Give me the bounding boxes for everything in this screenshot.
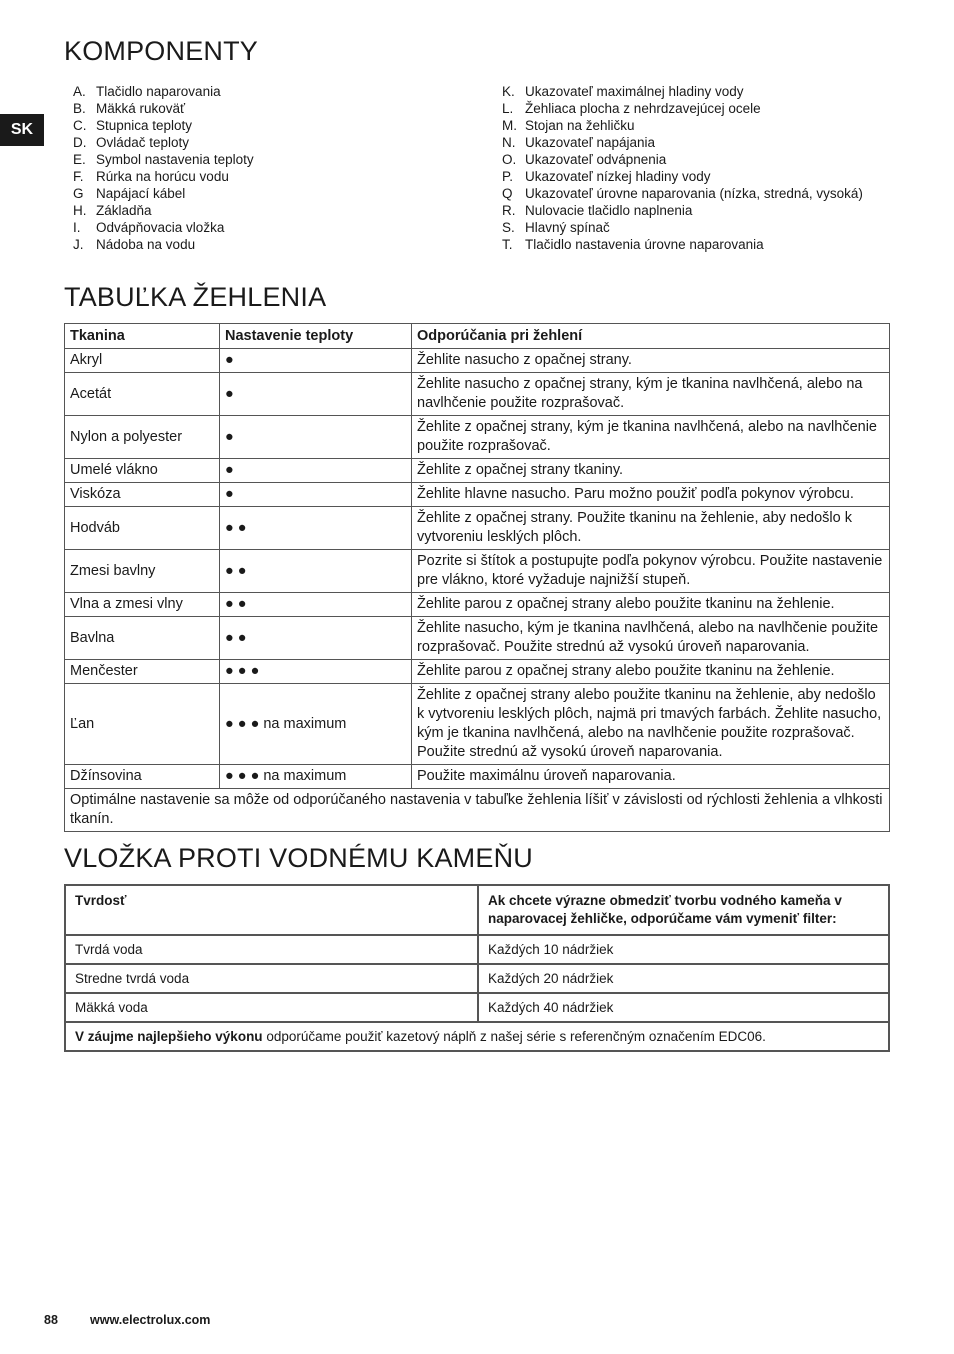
- component-label: Napájací kábel: [96, 186, 186, 201]
- table-note-row: [65, 789, 890, 832]
- table-row: [65, 550, 890, 593]
- temperature-cell: ●: [220, 416, 412, 459]
- advice-cell: Žehlite nasucho, kým je tkanina navlhčená, alebo na navlhčenie použite rozprašovač. Použite strednú až vysokú úroveň naparovania.: [412, 617, 890, 660]
- advice-cell: Žehlite nasucho z opačnej strany.: [412, 349, 890, 373]
- advice-cell: Žehlite z opačnej strany, kým je tkanina navlhčená, alebo na navlhčenie použite rozprašovač.: [412, 416, 890, 459]
- temperature-cell: ● ● ●: [220, 660, 412, 684]
- anti-scale-table: [64, 884, 890, 1052]
- fabric-cell: Viskóza: [65, 483, 220, 507]
- page-number: 88: [44, 1313, 58, 1327]
- hardness-cell: Mäkká voda: [65, 993, 478, 1022]
- components-list-right: [502, 83, 863, 253]
- advice-cell: Použite maximálnu úroveň naparovania.: [412, 765, 890, 789]
- fabric-cell: Nylon a polyester: [65, 416, 220, 459]
- component-item: [502, 185, 863, 202]
- note-emphasis: V záujme najlepšieho výkonu: [75, 1028, 263, 1044]
- interval-cell: Každých 40 nádržiek: [478, 993, 889, 1022]
- table-row: [65, 416, 890, 459]
- temperature-cell: ●: [220, 373, 412, 416]
- components-heading: KOMPONENTY: [64, 36, 259, 66]
- component-letter: E.: [73, 152, 86, 167]
- component-letter: B.: [73, 101, 86, 116]
- temperature-cell: ● ●: [220, 507, 412, 550]
- language-tab: SK: [0, 114, 44, 146]
- fabric-cell: Džínsovina: [65, 765, 220, 789]
- component-label: Základňa: [96, 203, 152, 218]
- component-label: Symbol nastavenia teploty: [96, 152, 254, 167]
- component-label: Ukazovateľ odvápnenia: [525, 152, 667, 167]
- fabric-cell: Umelé vlákno: [65, 459, 220, 483]
- table-row: [65, 617, 890, 660]
- table-row: [65, 964, 889, 993]
- interval-cell: Každých 10 nádržiek: [478, 935, 889, 964]
- component-label: Stupnica teploty: [96, 118, 193, 133]
- fabric-cell: Menčester: [65, 660, 220, 684]
- ironing-note: Optimálne nastavenie sa môže od odporúčaného nastavenia v tabuľke žehlenia líšiť v závislosti od rýchlosti žehlenia a vlhkosti tkanín.: [65, 789, 890, 832]
- temperature-cell: ● ● ● na maximum: [220, 684, 412, 765]
- interval-cell: Každých 20 nádržiek: [478, 964, 889, 993]
- table-row: [65, 935, 889, 964]
- component-letter: D.: [73, 135, 87, 150]
- component-letter: M.: [502, 118, 517, 133]
- fabric-cell: Bavlna: [65, 617, 220, 660]
- table-row: [65, 459, 890, 483]
- component-letter: F.: [73, 169, 84, 184]
- component-item: [502, 168, 863, 185]
- column-header-filter-interval: Ak chcete výrazne obmedziť tvorbu vodného kameňa v naparovacej žehličke, odporúčame vám vymeniť filter:: [478, 885, 889, 935]
- advice-cell: Žehlite z opačnej strany. Použite tkaninu na žehlenie, aby nedošlo k vytvoreniu lesklých plôch.: [412, 507, 890, 550]
- component-label: Ukazovateľ úrovne naparovania (nízka, stredná, vysoká): [525, 186, 863, 201]
- component-item: [502, 100, 863, 117]
- component-letter: A.: [73, 84, 86, 99]
- component-label: Nádoba na vodu: [96, 237, 196, 252]
- component-item: [73, 151, 254, 168]
- component-letter: I.: [73, 220, 81, 235]
- component-label: Odvápňovacia vložka: [96, 220, 225, 235]
- fabric-cell: Zmesi bavlny: [65, 550, 220, 593]
- table-header-row: [65, 324, 890, 349]
- table-row: [65, 684, 890, 765]
- website-link[interactable]: www.electrolux.com: [90, 1313, 211, 1327]
- table-row: [65, 483, 890, 507]
- component-item: [502, 219, 863, 236]
- table-note-row: [65, 1022, 889, 1051]
- table-row: [65, 373, 890, 416]
- component-letter: S.: [502, 220, 515, 235]
- component-label: Ukazovateľ maximálnej hladiny vody: [525, 84, 744, 99]
- ironing-table: [64, 323, 890, 832]
- component-letter: O.: [502, 152, 517, 167]
- column-header-fabric: Tkanina: [65, 324, 220, 349]
- component-letter: J.: [73, 237, 84, 252]
- fabric-cell: Hodváb: [65, 507, 220, 550]
- component-letter: N.: [502, 135, 516, 150]
- component-label: Mäkká rukoväť: [96, 101, 186, 116]
- component-label: Tlačidlo naparovania: [96, 84, 221, 99]
- temperature-cell: ● ●: [220, 593, 412, 617]
- fabric-cell: Ľan: [65, 684, 220, 765]
- temperature-cell: ●: [220, 483, 412, 507]
- component-label: Žehliaca plocha z nehrdzavejúcej ocele: [525, 101, 761, 116]
- temperature-cell: ● ●: [220, 617, 412, 660]
- fabric-cell: Acetát: [65, 373, 220, 416]
- advice-cell: Žehlite parou z opačnej strany alebo použite tkaninu na žehlenie.: [412, 660, 890, 684]
- fabric-cell: Akryl: [65, 349, 220, 373]
- component-item: [73, 219, 254, 236]
- component-item: [502, 83, 863, 100]
- advice-cell: Žehlite hlavne nasucho. Paru možno použiť podľa pokynov výrobcu.: [412, 483, 890, 507]
- table-row: [65, 507, 890, 550]
- temperature-cell: ●: [220, 459, 412, 483]
- component-label: Hlavný spínač: [525, 220, 610, 235]
- component-item: [502, 202, 863, 219]
- component-label: Ukazovateľ napájania: [525, 135, 656, 150]
- table-row: [65, 593, 890, 617]
- advice-cell: Žehlite z opačnej strany tkaniny.: [412, 459, 890, 483]
- ironing-table-heading: TABUĽKA ŽEHLENIA: [64, 282, 327, 312]
- hardness-cell: Tvrdá voda: [65, 935, 478, 964]
- components-list-left: [73, 83, 254, 253]
- fabric-cell: Vlna a zmesi vlny: [65, 593, 220, 617]
- component-letter: C.: [73, 118, 87, 133]
- table-row: [65, 660, 890, 684]
- anti-scale-heading: VLOŽKA PROTI VODNÉMU KAMEŇU: [64, 843, 533, 873]
- note-text: odporúčame použiť kazetový náplň z našej série s referenčným označením EDC06.: [262, 1028, 766, 1044]
- table-row: [65, 349, 890, 373]
- column-header-temperature: Nastavenie teploty: [220, 324, 412, 349]
- component-letter: T.: [502, 237, 513, 252]
- component-item: [73, 168, 254, 185]
- column-header-advice: Odporúčania pri žehlení: [412, 324, 890, 349]
- component-label: Nulovacie tlačidlo naplnenia: [525, 203, 693, 218]
- component-letter: R.: [502, 203, 516, 218]
- advice-cell: Žehlite parou z opačnej strany alebo použite tkaninu na žehlenie.: [412, 593, 890, 617]
- anti-scale-note: [65, 1022, 889, 1051]
- component-letter: L.: [502, 101, 514, 116]
- component-item: [502, 117, 863, 134]
- component-item: [73, 100, 254, 117]
- component-label: Tlačidlo nastavenia úrovne naparovania: [525, 237, 764, 252]
- component-letter: K.: [502, 84, 515, 99]
- component-item: [73, 83, 254, 100]
- component-item: [73, 117, 254, 134]
- component-item: [73, 185, 254, 202]
- component-letter: P.: [502, 169, 514, 184]
- table-row: [65, 993, 889, 1022]
- temperature-cell: ● ● ● na maximum: [220, 765, 412, 789]
- component-letter: G: [73, 186, 84, 201]
- component-item: [502, 151, 863, 168]
- component-label: Ukazovateľ nízkej hladiny vody: [525, 169, 711, 184]
- column-header-hardness: Tvrdosť: [65, 885, 478, 935]
- hardness-cell: Stredne tvrdá voda: [65, 964, 478, 993]
- component-item: [73, 134, 254, 151]
- component-item: [502, 134, 863, 151]
- advice-cell: Žehlite z opačnej strany alebo použite tkaninu na žehlenie, aby nedošlo k vytvoreniu lesklých plôch, najmä pri tmavých farbách. Žehlite nasucho, kým je tkanina navlhčená, alebo na navlhčenie použite rozprašovač. Použite strednú až vysokú úroveň naparovania.: [412, 684, 890, 765]
- temperature-cell: ● ●: [220, 550, 412, 593]
- table-row: [65, 765, 890, 789]
- advice-cell: Žehlite nasucho z opačnej strany, kým je tkanina navlhčená, alebo na navlhčenie použite rozprašovač.: [412, 373, 890, 416]
- component-label: Ovládač teploty: [96, 135, 190, 150]
- component-letter: H.: [73, 203, 87, 218]
- temperature-cell: ●: [220, 349, 412, 373]
- component-item: [73, 236, 254, 253]
- advice-cell: Pozrite si štítok a postupujte podľa pokynov výrobcu. Použite nastavenie pre vlákno, ktoré vyžaduje najnižší stupeň.: [412, 550, 890, 593]
- component-item: [502, 236, 863, 253]
- component-label: Rúrka na horúcu vodu: [96, 169, 229, 184]
- component-letter: Q: [502, 186, 513, 201]
- component-label: Stojan na žehličku: [525, 118, 635, 133]
- table-header-row: [65, 885, 889, 935]
- component-item: [73, 202, 254, 219]
